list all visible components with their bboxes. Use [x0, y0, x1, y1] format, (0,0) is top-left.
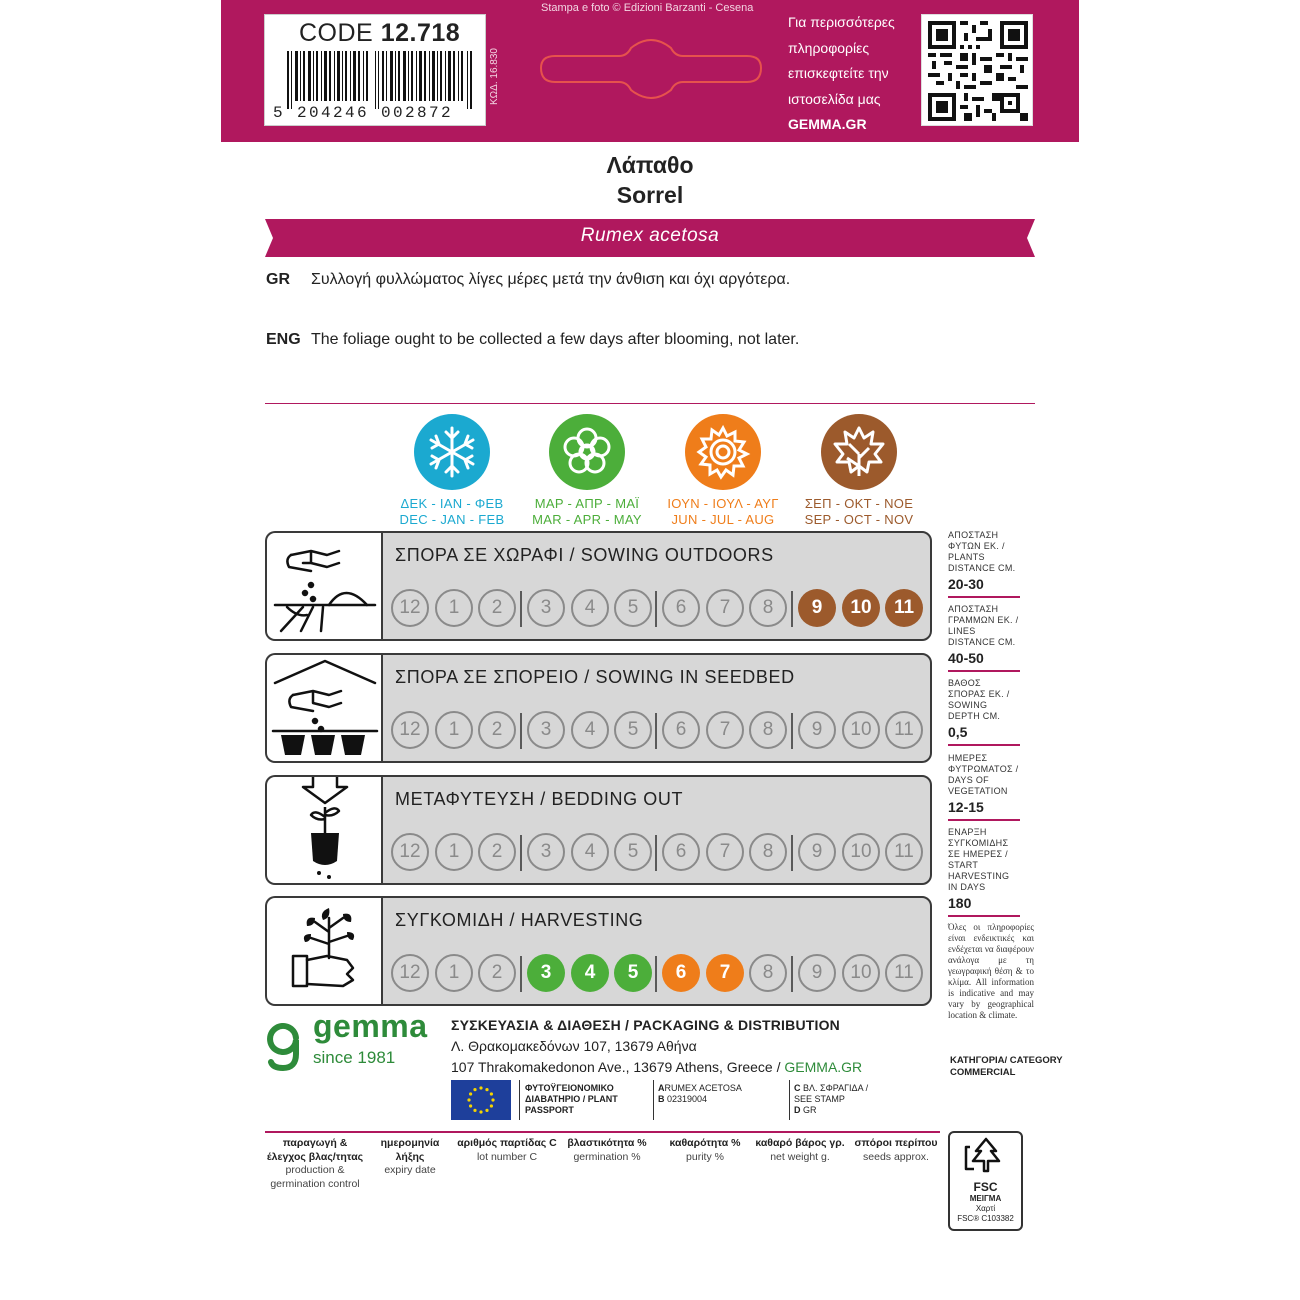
product-code: CODE 12.718 — [299, 19, 461, 47]
month-9: 9 — [798, 711, 836, 749]
field-purity: καθαρότητα % purity % — [669, 1137, 741, 1163]
month-8: 8 — [749, 833, 787, 871]
month-3: 3 — [527, 711, 565, 749]
calendar-row-sowing-seedbed — [265, 653, 932, 763]
plant-name-english: Sorrel — [616, 182, 684, 208]
row-title: ΣΠΟΡΑ ΣΕ ΣΠΟΡΕΙΟ / SOWING IN SEEDBED — [395, 667, 795, 687]
brand-name: gemma — [313, 1008, 428, 1044]
row-title: ΣΠΟΡΑ ΣΕ ΧΩΡΑΦΙ / SOWING OUTDOORS — [395, 545, 774, 565]
eu-flag-icon — [451, 1080, 511, 1120]
month-7: 7 — [706, 833, 744, 871]
category-label: ΚΑΤΗΓΟΡΙΑ/ CATEGORY COMMERCIAL — [950, 1055, 1063, 1078]
season-divider — [655, 713, 657, 749]
month-6: 6 — [662, 711, 700, 749]
barcode-label — [264, 14, 486, 126]
seed-packet-back — [221, 0, 1079, 1300]
season-divider — [520, 591, 522, 627]
season-divider — [520, 835, 522, 871]
month-8: 8 — [749, 954, 787, 992]
seedbed-icon — [265, 653, 383, 763]
plant-passport — [451, 1080, 881, 1122]
field-expiry-date: ημερομηνία λήξης expiry date — [380, 1137, 440, 1176]
packaging-info: ΣΥΣΚΕΥΑΣΙΑ & ΔΙΑΘΕΣΗ / PACKAGING & DISTRIBUTION Λ. Θρακομακεδόνων 107, 13679 Αθήνα 107 Thrakomakedonon Ave., 13679 Athens, Greece / GEMMA.GR — [451, 1017, 863, 1075]
sowing-outdoors-icon — [265, 531, 383, 641]
disclaimer-note: Όλες οι πληροφορίες είναι ενδεικτικές και ενδέχεται να διαφέρουν ανάλογα με τη γεωγραφική θέση & το κλίμα. All information is indicative and may vary by geographical location & climate. — [948, 922, 1034, 1020]
month-10: 10 — [842, 589, 880, 627]
snowflake-icon — [414, 414, 490, 490]
month-9: 9 — [798, 833, 836, 871]
month-track — [387, 954, 927, 994]
month-track — [387, 711, 927, 751]
spec-start-harvesting: ΕΝΑΡΞΗ ΣΥΓΚΟΜΙΔΗΣ ΣΕ ΗΜΕΡΕΣ / START HARVESTING IN DAYS 180 — [948, 827, 1020, 917]
season-divider — [655, 835, 657, 871]
month-3: 3 — [527, 954, 565, 992]
season-divider — [655, 956, 657, 992]
field-seeds-approx: σπόροι περίπου seeds approx. — [854, 1137, 938, 1163]
month-track — [387, 833, 927, 873]
season-divider — [791, 956, 793, 992]
month-4: 4 — [571, 954, 609, 992]
month-2: 2 — [478, 711, 516, 749]
hang-hole-icon — [537, 38, 765, 102]
qr-code-icon[interactable] — [921, 14, 1033, 126]
row-title: ΣΥΓΚΟΜΙΔΗ / HARVESTING — [395, 910, 644, 930]
transplant-icon — [265, 775, 383, 885]
month-11: 11 — [885, 589, 923, 627]
season-summer — [663, 414, 783, 528]
season-spring — [527, 414, 647, 528]
month-9: 9 — [798, 589, 836, 627]
brand-since: since 1981 — [313, 1048, 396, 1067]
month-2: 2 — [478, 954, 516, 992]
month-8: 8 — [749, 589, 787, 627]
website-link[interactable]: GEMMA.GR — [788, 116, 867, 132]
calendar-row-bedding-out — [265, 775, 932, 885]
month-5: 5 — [614, 954, 652, 992]
season-divider — [655, 591, 657, 627]
month-1: 1 — [435, 589, 473, 627]
description-greek: GR Συλλογή φυλλώματος λίγες μέρες μετά την άνθιση και όχι αργότερα. — [266, 271, 791, 288]
field-lot-number: αριθμός παρτίδας C lot number C — [457, 1137, 557, 1163]
season-winter — [392, 414, 512, 528]
passport-ab: ARUMEX ACETOSA B 02319004 — [658, 1083, 742, 1104]
month-4: 4 — [571, 833, 609, 871]
season-divider — [520, 713, 522, 749]
harvest-icon — [265, 896, 383, 1006]
month-5: 5 — [614, 711, 652, 749]
latin-name: Rumex acetosa — [580, 225, 720, 246]
season-divider — [791, 835, 793, 871]
packaging-website-link[interactable]: GEMMA.GR — [784, 1059, 863, 1075]
month-6: 6 — [662, 833, 700, 871]
month-7: 7 — [706, 954, 744, 992]
calendar-row-harvesting — [265, 896, 932, 1006]
spec-sowing-depth: ΒΑΘΟΣ ΣΠΟΡΑΣ ΕΚ. / SOWING DEPTH CM. 0,5 — [948, 678, 1020, 746]
gemma-logo-icon — [265, 1016, 303, 1074]
month-6: 6 — [662, 954, 700, 992]
passport-title: ΦΥΤΟΫΓΕΙΟΝΟΜΙΚΟ ΔΙΑΒΑΤΗΡΙΟ / PLANT PASSPORT — [525, 1083, 618, 1115]
month-3: 3 — [527, 833, 565, 871]
info-text: Για περισσότερες πληροφορίες επισκεφτείτε την ιστοσελίδα μας GEMMA.GR — [788, 10, 928, 138]
month-3: 3 — [527, 589, 565, 627]
season-spring-months: ΜΑΡ - ΑΠΡ - ΜΑΪ MAR - APR - MAY — [532, 496, 642, 527]
season-winter-months: ΔΕΚ - ΙΑΝ - ΦΕΒ DEC - JAN - FEB — [399, 496, 505, 527]
month-7: 7 — [706, 711, 744, 749]
month-12: 12 — [391, 954, 429, 992]
month-10: 10 — [842, 954, 880, 992]
field-production-control: παραγωγή & έλεγχος βλας/τητας production & germination control — [266, 1137, 364, 1190]
month-1: 1 — [435, 833, 473, 871]
season-autumn-months: ΣΕΠ - ΟΚΤ - ΝΟΕ SEP - OCT - NOV — [804, 496, 914, 527]
month-4: 4 — [571, 589, 609, 627]
spec-lines-distance: ΑΠΟΣΤΑΣΗ ΓΡΑΜΜΩΝ ΕΚ. / LINES DISTANCE CM. 40-50 — [948, 604, 1020, 672]
month-2: 2 — [478, 589, 516, 627]
field-net-weight: καθαρό βάρος γρ. net weight g. — [755, 1137, 845, 1163]
season-divider — [520, 956, 522, 992]
season-divider — [791, 591, 793, 627]
row-title: ΜΕΤΑΦΥΤΕΥΣΗ / BEDDING OUT — [395, 789, 684, 809]
plant-name-greek: Λάπαθο — [606, 152, 694, 178]
month-11: 11 — [885, 833, 923, 871]
barcode-icon — [287, 51, 472, 109]
month-11: 11 — [885, 711, 923, 749]
month-1: 1 — [435, 954, 473, 992]
month-track — [387, 589, 927, 629]
season-summer-months: ΙΟΥΝ - ΙΟΥΛ - ΑΥΓ JUN - JUL - AUG — [667, 496, 779, 527]
section-divider — [265, 403, 1035, 404]
month-7: 7 — [706, 589, 744, 627]
season-divider — [791, 713, 793, 749]
batch-info-band — [265, 1131, 940, 1221]
printer-credit: Stampa e foto © Edizioni Barzanti - Cesena — [541, 2, 754, 14]
flower-icon — [549, 414, 625, 490]
description-english: ENG The foliage ought to be collected a few days after blooming, not later. — [266, 331, 800, 348]
passport-cd: C ΒΛ. ΣΦΡΑΓΙΔΑ / SEE STAMP D GR — [794, 1083, 869, 1115]
month-6: 6 — [662, 589, 700, 627]
month-2: 2 — [478, 833, 516, 871]
month-1: 1 — [435, 711, 473, 749]
leaf-icon — [821, 414, 897, 490]
field-germination: βλαστικότητα % germination % — [567, 1137, 647, 1163]
month-8: 8 — [749, 711, 787, 749]
spec-plants-distance: ΑΠΟΣΤΑΣΗ ΦΥΤΩΝ ΕΚ. / PLANTS DISTANCE CM. 20-30 — [948, 530, 1020, 598]
ean-number: 5 204246 002872 — [273, 104, 454, 122]
month-12: 12 — [391, 589, 429, 627]
internal-code: ΚΩΔ. 16.830 — [489, 48, 500, 105]
spec-days-vegetation: ΗΜΕΡΕΣ ΦΥΤΡΩΜΑΤΟΣ / DAYS OF VEGETATION 12-15 — [948, 753, 1020, 821]
month-9: 9 — [798, 954, 836, 992]
calendar-row-sowing-outdoors — [265, 531, 932, 641]
month-5: 5 — [614, 589, 652, 627]
month-12: 12 — [391, 711, 429, 749]
month-10: 10 — [842, 711, 880, 749]
season-autumn — [799, 414, 919, 528]
month-11: 11 — [885, 954, 923, 992]
header-band — [221, 0, 1079, 142]
month-12: 12 — [391, 833, 429, 871]
month-4: 4 — [571, 711, 609, 749]
fsc-tree-icon — [964, 1137, 1008, 1173]
month-5: 5 — [614, 833, 652, 871]
fsc-badge: FSC ΜΕΙΓΜΑ Χαρτί FSC® C103382 — [948, 1131, 1023, 1231]
sun-icon — [685, 414, 761, 490]
month-10: 10 — [842, 833, 880, 871]
